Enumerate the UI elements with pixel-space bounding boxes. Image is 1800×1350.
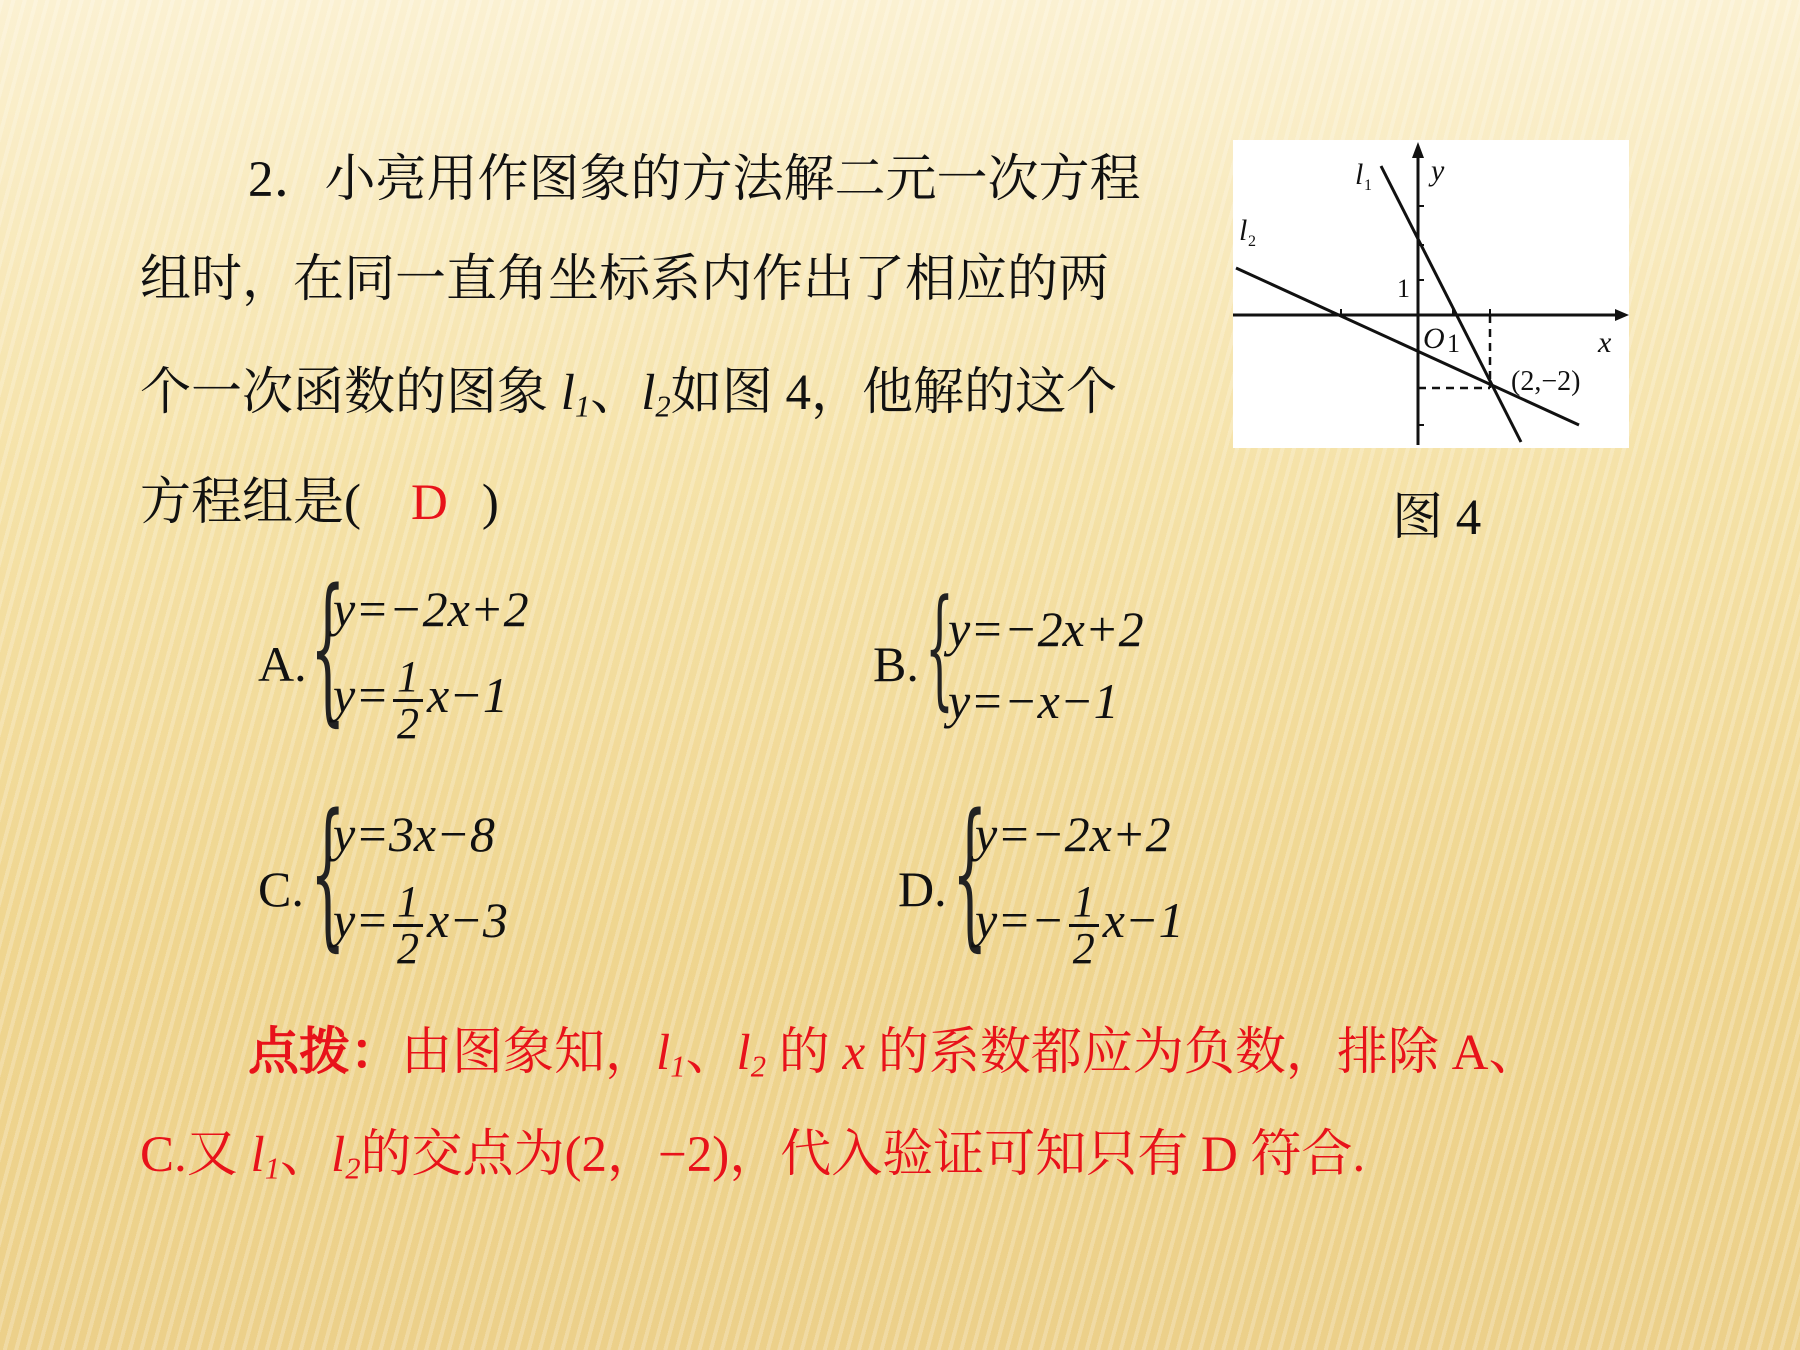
option-a[interactable] (258, 554, 588, 760)
question-text-1: 2．小亮用作图象的方法解二元一次方程 (248, 152, 1141, 208)
label-one-y: 1 (1397, 274, 1410, 303)
option-c-eq2: y= $\frac{1}{2}$ x−3 (333, 877, 508, 973)
label-x: x (1598, 326, 1612, 359)
option-b-eq2: y=−x−1 (948, 673, 1119, 729)
hint-text-2b: 的交点为(2，−2)，代入验证可知只有 D 符合. (360, 1127, 1366, 1183)
option-d-fraction: $\frac{1}{2}$ (1069, 880, 1099, 971)
hint-l1: $l_1$ (656, 1025, 686, 1084)
label-y: y (1431, 154, 1445, 187)
hint-l2: $l_2$ (736, 1025, 766, 1084)
answer-text: D (410, 475, 448, 531)
hint-l1-b: $l_1$ (250, 1127, 280, 1186)
option-a-fraction: $\frac{1}{2}$ (393, 655, 423, 746)
hint-line-1 (248, 1025, 1540, 1084)
option-c-eq1: y=3x−8 (333, 806, 495, 862)
question-line-4 (140, 475, 499, 531)
figure-caption: 图 4 (1392, 490, 1482, 546)
x-axis-arrow (1615, 309, 1629, 321)
hint-text-2a: C.又 (140, 1127, 251, 1183)
hint-text-1b: 的 (765, 1025, 843, 1081)
option-c-brace: { (310, 779, 346, 966)
hint-x: x (842, 1025, 866, 1081)
y-axis-arrow (1412, 142, 1424, 158)
question-text-4b: ) (481, 475, 499, 531)
option-d-eq2: y=− $\frac{1}{2}$ x−1 (975, 877, 1184, 973)
question-line-2 (140, 252, 1110, 308)
option-a-brace: { (310, 554, 346, 741)
option-c[interactable] (258, 779, 588, 985)
label-one-x: 1 (1447, 329, 1460, 358)
figure-graph (1233, 140, 1629, 448)
l2-symbol: $l_2$ (641, 365, 671, 424)
graph-svg (1233, 140, 1629, 448)
question-text-3a: 个一次函数的图象 (140, 365, 561, 421)
hint-line-2 (140, 1127, 1366, 1186)
label-point: (2,−2) (1511, 366, 1581, 397)
option-c-label: C. (258, 861, 304, 917)
option-a-label: A. (258, 636, 307, 692)
option-b[interactable] (873, 571, 1203, 730)
question-text-4a: 方程组是( (140, 475, 361, 531)
option-a-eq2: y= $\frac{1}{2}$ x−1 (333, 652, 508, 748)
option-d-eq1: y=−2x+2 (975, 806, 1171, 862)
option-d-label: D. (898, 861, 947, 917)
option-a-eq1: y=−2x+2 (333, 581, 529, 637)
hint-dun-2: 、 (280, 1127, 332, 1183)
hint-text-1c: 的系数都应为负数，排除 A、 (865, 1025, 1540, 1081)
hint-label: 点拨： (248, 1025, 402, 1081)
option-b-label: B. (873, 636, 919, 692)
l1-symbol: $l_1$ (560, 365, 591, 424)
option-b-eq1: y=−2x+2 (948, 601, 1144, 657)
option-d-brace: { (952, 779, 988, 966)
label-l2-sub: 2 (1248, 233, 1256, 250)
hint-l2-b: $l_2$ (331, 1127, 361, 1186)
option-c-fraction: $\frac{1}{2}$ (393, 880, 423, 971)
label-l2: l (1239, 214, 1248, 247)
question-text-2: 组时，在同一直角坐标系内作出了相应的两 (140, 252, 1110, 308)
label-l1-sub: 1 (1364, 177, 1372, 194)
hint-dun-1: 、 (685, 1025, 737, 1081)
question-line-3 (140, 365, 1117, 424)
label-origin: O (1423, 322, 1445, 355)
question-line-1 (248, 152, 1141, 208)
hint-text-1a: 由图象知， (401, 1025, 657, 1081)
label-l1: l (1355, 158, 1364, 191)
question-text-3b: 如图 4，他解的这个 (670, 365, 1117, 421)
dun-mark: 、 (590, 365, 642, 421)
option-d[interactable] (898, 779, 1238, 985)
line-l1 (1381, 166, 1521, 442)
option-b-brace: { (925, 571, 954, 723)
